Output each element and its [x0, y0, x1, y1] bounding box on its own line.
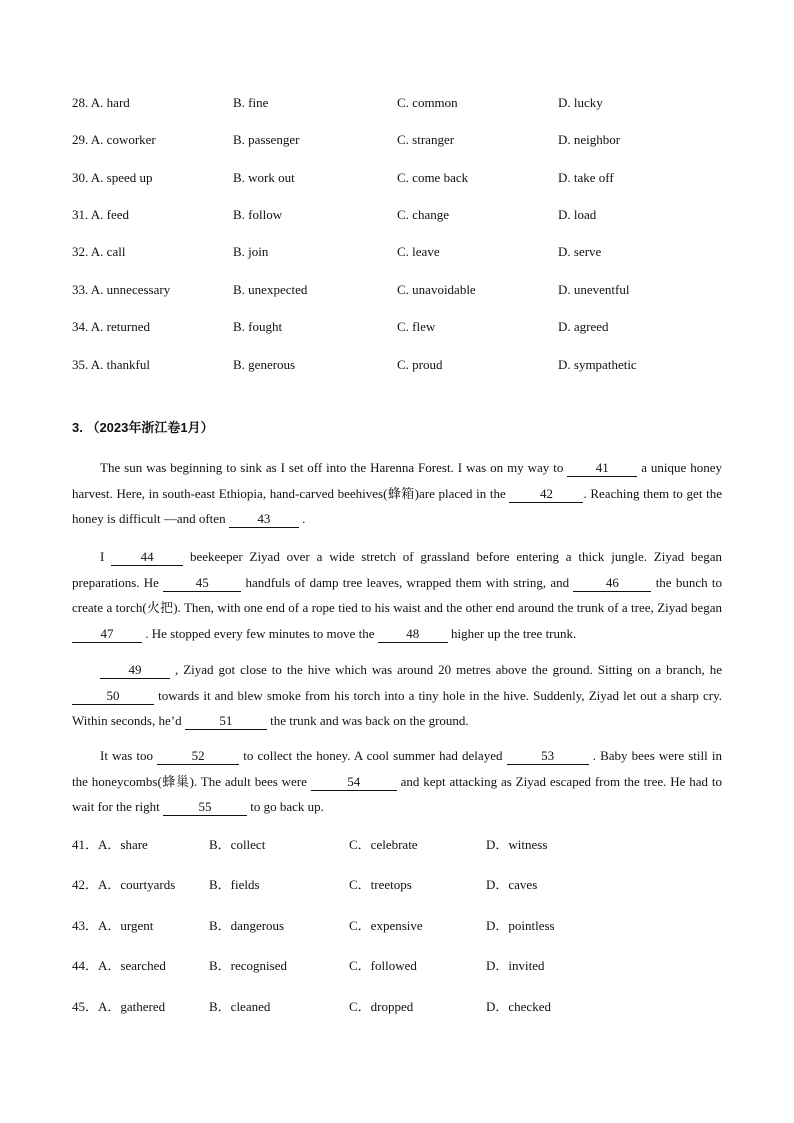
option-d: D. serve [558, 244, 602, 259]
option-c: C．expensive [349, 918, 423, 933]
passage-text: to collect the honey. A cool summer had delayed [239, 748, 507, 763]
blank-42: 42 [509, 486, 583, 503]
passage-paragraph-1 [72, 455, 722, 532]
option-c: C. proud [397, 357, 443, 372]
option-c: C. leave [397, 244, 440, 259]
passage-text: , Ziyad got close to the hive which was around 20 metres above the ground. Sitting on a branch, he [170, 662, 722, 677]
blank-52: 52 [157, 748, 239, 765]
option-d: D．invited [486, 958, 545, 973]
blank-41: 41 [567, 460, 637, 477]
option-row-35 [72, 355, 732, 375]
option-d: D. load [558, 207, 597, 222]
option-d: D. uneventful [558, 282, 630, 297]
option-a: 43．A．urgent [72, 918, 154, 933]
blank-55: 55 [163, 799, 247, 816]
option-row-42 [72, 875, 732, 895]
option-row-45 [72, 997, 732, 1017]
option-b: B. join [233, 244, 269, 259]
blank-53: 53 [507, 748, 589, 765]
blank-46: 46 [573, 575, 651, 592]
option-c: C．treetops [349, 877, 412, 892]
option-b: B. unexpected [233, 282, 308, 297]
passage-paragraph-4 [72, 743, 722, 820]
option-a: 33. A. unnecessary [72, 282, 171, 297]
section-heading: 3. （2023年浙江卷1月） [72, 420, 214, 435]
passage-text: . Baby bees were still in the honeycombs(蜂巢). The adult bees were [72, 748, 722, 789]
option-b: B. passenger [233, 132, 300, 147]
option-row-41 [72, 835, 732, 855]
blank-44: 44 [111, 549, 183, 566]
option-a: 34. A. returned [72, 319, 150, 334]
option-b: B．cleaned [209, 999, 271, 1014]
option-row-34 [72, 317, 732, 337]
option-d: D．witness [486, 837, 548, 852]
option-row-43 [72, 916, 732, 936]
option-row-29 [72, 130, 732, 150]
option-row-30 [72, 168, 732, 188]
option-c: C．followed [349, 958, 417, 973]
blank-45: 45 [163, 575, 241, 592]
option-a: 31. A. feed [72, 207, 130, 222]
option-row-31 [72, 205, 732, 225]
option-c: C．dropped [349, 999, 414, 1014]
option-d: D. agreed [558, 319, 609, 334]
option-b: B．collect [209, 837, 266, 852]
option-c: C. common [397, 95, 458, 110]
passage-text: . He stopped every few minutes to move the [142, 625, 378, 641]
option-d: D. neighbor [558, 132, 621, 147]
option-b: B. follow [233, 207, 283, 222]
passage-paragraph-2 [72, 544, 722, 646]
option-row-32 [72, 242, 732, 262]
option-d: D．caves [486, 877, 538, 892]
option-a: 29. A. coworker [72, 132, 156, 147]
option-a: 41．A．share [72, 837, 148, 852]
option-a: 42．A．courtyards [72, 877, 176, 892]
option-b: B. fine [233, 95, 269, 110]
passage-text: and kept attacking as Ziyad escaped from the tree. He had to wait for the right [72, 773, 723, 814]
blank-47: 47 [72, 626, 142, 643]
option-b: B. work out [233, 170, 295, 185]
option-row-33 [72, 280, 732, 300]
passage-text: The sun was beginning to sink as I set off into the Harenna Forest. I was on my way to [100, 460, 568, 475]
passage-text: . [298, 511, 306, 526]
option-c: C．celebrate [349, 837, 418, 852]
option-d: D. sympathetic [558, 357, 637, 372]
option-c: C. unavoidable [397, 282, 476, 297]
passage-text: . Reaching them to get the honey is difficult —and often [72, 485, 722, 526]
option-d: D．pointless [486, 918, 555, 933]
blank-49: 49 [100, 662, 170, 679]
option-c: C. stranger [397, 132, 455, 147]
blank-48: 48 [378, 626, 448, 643]
passage-text: higher up the tree trunk. [447, 625, 577, 641]
option-c: C. change [397, 207, 449, 222]
option-row-44 [72, 956, 732, 976]
option-a: 30. A. speed up [72, 170, 153, 185]
blank-43: 43 [229, 511, 299, 528]
option-a: 32. A. call [72, 244, 126, 259]
option-a: 44．A．searched [72, 958, 166, 973]
passage-text: the bunch to create a torch(火把). Then, with one end of a rope tied to his waist and the other end around the trunk of a tree, Ziyad began [72, 574, 723, 615]
option-a: 28. A. hard [72, 95, 130, 110]
option-d: D. take off [558, 170, 614, 185]
passage-paragraph-3 [72, 657, 722, 734]
option-d: D．checked [486, 999, 551, 1014]
passage-text: a unique honey harvest. Here, in south-east Ethiopia, hand-carved beehives(蜂箱)are placed in the [72, 460, 722, 501]
blank-51: 51 [185, 713, 267, 730]
option-c: C. come back [397, 170, 469, 185]
passage-text: the trunk and was back on the ground. [266, 713, 469, 728]
blank-50: 50 [72, 688, 154, 705]
passage-text: towards it and blew smoke from his torch into a tiny hole in the hive. Suddenly, Ziyad let out a sharp cry. Within seconds, he’d [72, 687, 722, 728]
option-c: C. flew [397, 319, 436, 334]
option-d: D. lucky [558, 95, 603, 110]
option-a: 35. A. thankful [72, 357, 150, 372]
passage-text: I [100, 549, 112, 564]
option-b: B. fought [233, 319, 283, 334]
passage-text: beekeeper Ziyad over a wide stretch of grassland before entering a thick jungle. Ziyad began preparations. He [72, 549, 722, 590]
passage-text: It was too [100, 748, 158, 763]
passage-text: to go back up. [246, 799, 324, 814]
option-b: B．recognised [209, 958, 287, 973]
passage-text: handfuls of damp tree leaves, wrapped them with string, and [241, 574, 574, 590]
blank-54: 54 [311, 774, 397, 791]
option-b: B. generous [233, 357, 296, 372]
option-row-28 [72, 93, 732, 113]
option-a: 45．A．gathered [72, 999, 166, 1014]
option-b: B．dangerous [209, 918, 285, 933]
option-b: B．fields [209, 877, 260, 892]
